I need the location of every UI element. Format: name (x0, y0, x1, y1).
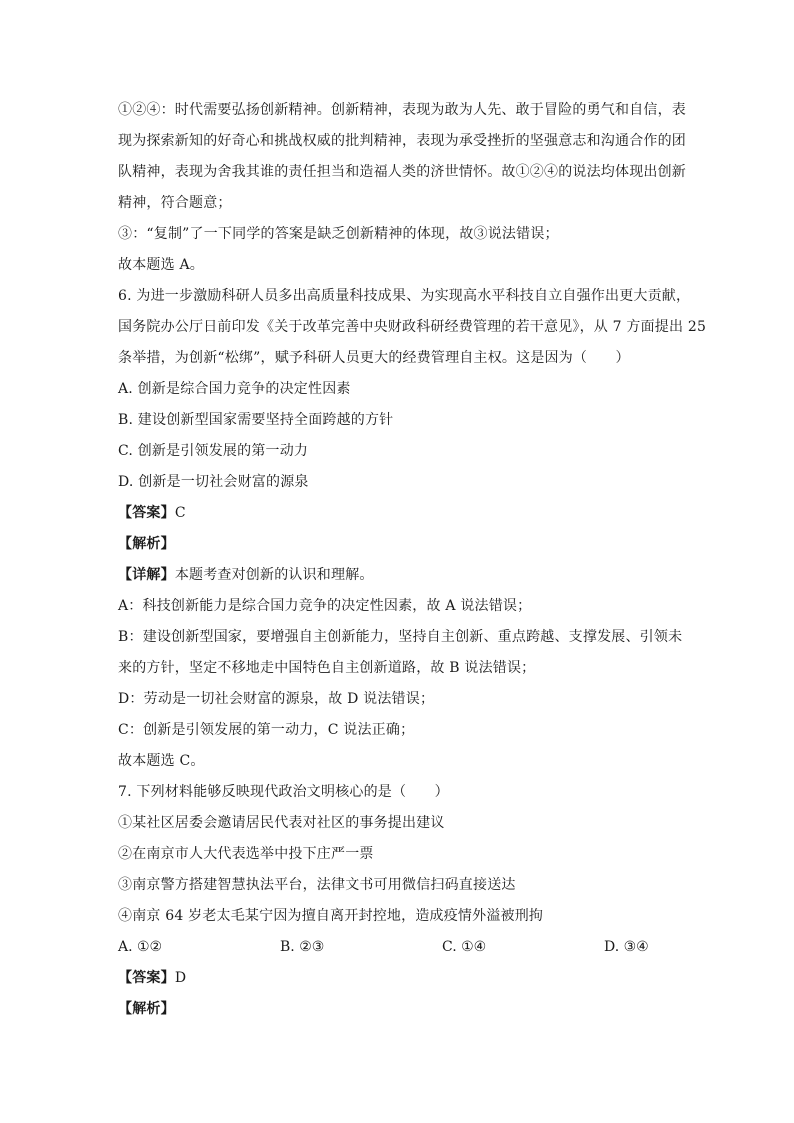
q5-explanation (118, 95, 686, 281)
text-line: 故本题选 A。 (118, 257, 204, 273)
material-item: ④南京 64 岁老太毛某宁因为擅自离开封控地，造成疫情外溢被刑拘 (118, 908, 544, 924)
question-6 (118, 281, 707, 777)
material-item: ③南京警方搭建智慧执法平台，法律文书可用微信扫码直接送达 (118, 877, 516, 893)
answer-tag: 【答案】 (118, 970, 175, 986)
question-7 (118, 777, 678, 1025)
analysis-line (118, 994, 678, 1025)
question-stem-line: 国务院办公厅日前印发《关于改革完善中央财政科研经费管理的若干意见》，从 7 方面提出 25 (118, 319, 707, 335)
option-c: C. ①④ (442, 939, 487, 955)
answer-value: C (174, 505, 186, 521)
question-stem-line: 6. 为进一步激励科研人员多出高质量科技成果、为实现高水平科技自立自强作出更大贡献， (118, 288, 691, 304)
option-d: D. 创新是一切社会财富的源泉 (118, 474, 309, 490)
analysis-line (118, 529, 678, 560)
analysis-tag: 【解析】 (118, 536, 175, 552)
option-c: C. 创新是引领发展的第一动力 (118, 443, 309, 459)
answer-value: D (174, 970, 187, 986)
answer-tag: 【答案】 (118, 505, 175, 521)
detail-line (118, 560, 678, 591)
text-line: B：建设创新型国家，要增强自主创新能力，坚持自主创新、重点跨越、支撑发展、引领未 (118, 629, 683, 645)
text-line: 来的方针，坚定不移地走中国特色自主创新道路，故 B 说法错误； (118, 660, 536, 676)
text-line: 现为探索新知的好奇心和挑战权威的批判精神，表现为承受挫折的坚强意志和沟通合作的团 (118, 133, 686, 149)
detail-tag: 【详解】 (118, 567, 175, 583)
text-line: 队精神，表现为舍我其谁的责任担当和造福人类的济世情怀。故①②④的说法均体现出创新 (118, 164, 686, 180)
answer-line (118, 963, 678, 994)
text-line: D：劳动是一切社会财富的源泉，故 D 说法错误； (118, 691, 435, 707)
text-line: ③：“复制”了一下同学的答案是缺乏创新精神的体现，故③说法错误； (118, 226, 559, 242)
text-line: 精神，符合题意； (118, 195, 232, 211)
option-b: B. ②③ (280, 939, 325, 955)
option-a: A. ①② (118, 939, 163, 955)
question-stem-line: 7. 下列材料能够反映现代政治文明核心的是（ ） (118, 784, 449, 800)
option-b: B. 建设创新型国家需要坚持全面跨越的方针 (118, 412, 394, 428)
text-line: A：科技创新能力是综合国力竞争的决定性因素，故 A 说法错误； (118, 598, 532, 614)
material-item: ①某社区居委会邀请居民代表对社区的事务提出建议 (118, 815, 445, 831)
question-stem-line: 条举措，为创新“松绑”，赋予科研人员更大的经费管理自主权。这是因为（ ） (118, 350, 630, 366)
document-page (118, 95, 707, 1025)
text-line: ①②④：时代需要弘扬创新精神。创新精神，表现为敢为人先、敢于冒险的勇气和自信，表 (118, 102, 686, 118)
text-line: 故本题选 C。 (118, 753, 205, 769)
text-line: C：创新是引领发展的第一动力，C 说法正确； (118, 722, 415, 738)
option-d: D. ③④ (604, 939, 649, 955)
option-a: A. 创新是综合国力竞争的决定性因素 (118, 381, 351, 397)
answer-line (118, 498, 678, 529)
options-row (118, 932, 678, 963)
material-item: ②在南京市人大代表选举中投下庄严一票 (118, 846, 374, 862)
detail-intro: 本题考查对创新的认识和理解。 (174, 567, 374, 583)
analysis-tag: 【解析】 (118, 1001, 175, 1017)
